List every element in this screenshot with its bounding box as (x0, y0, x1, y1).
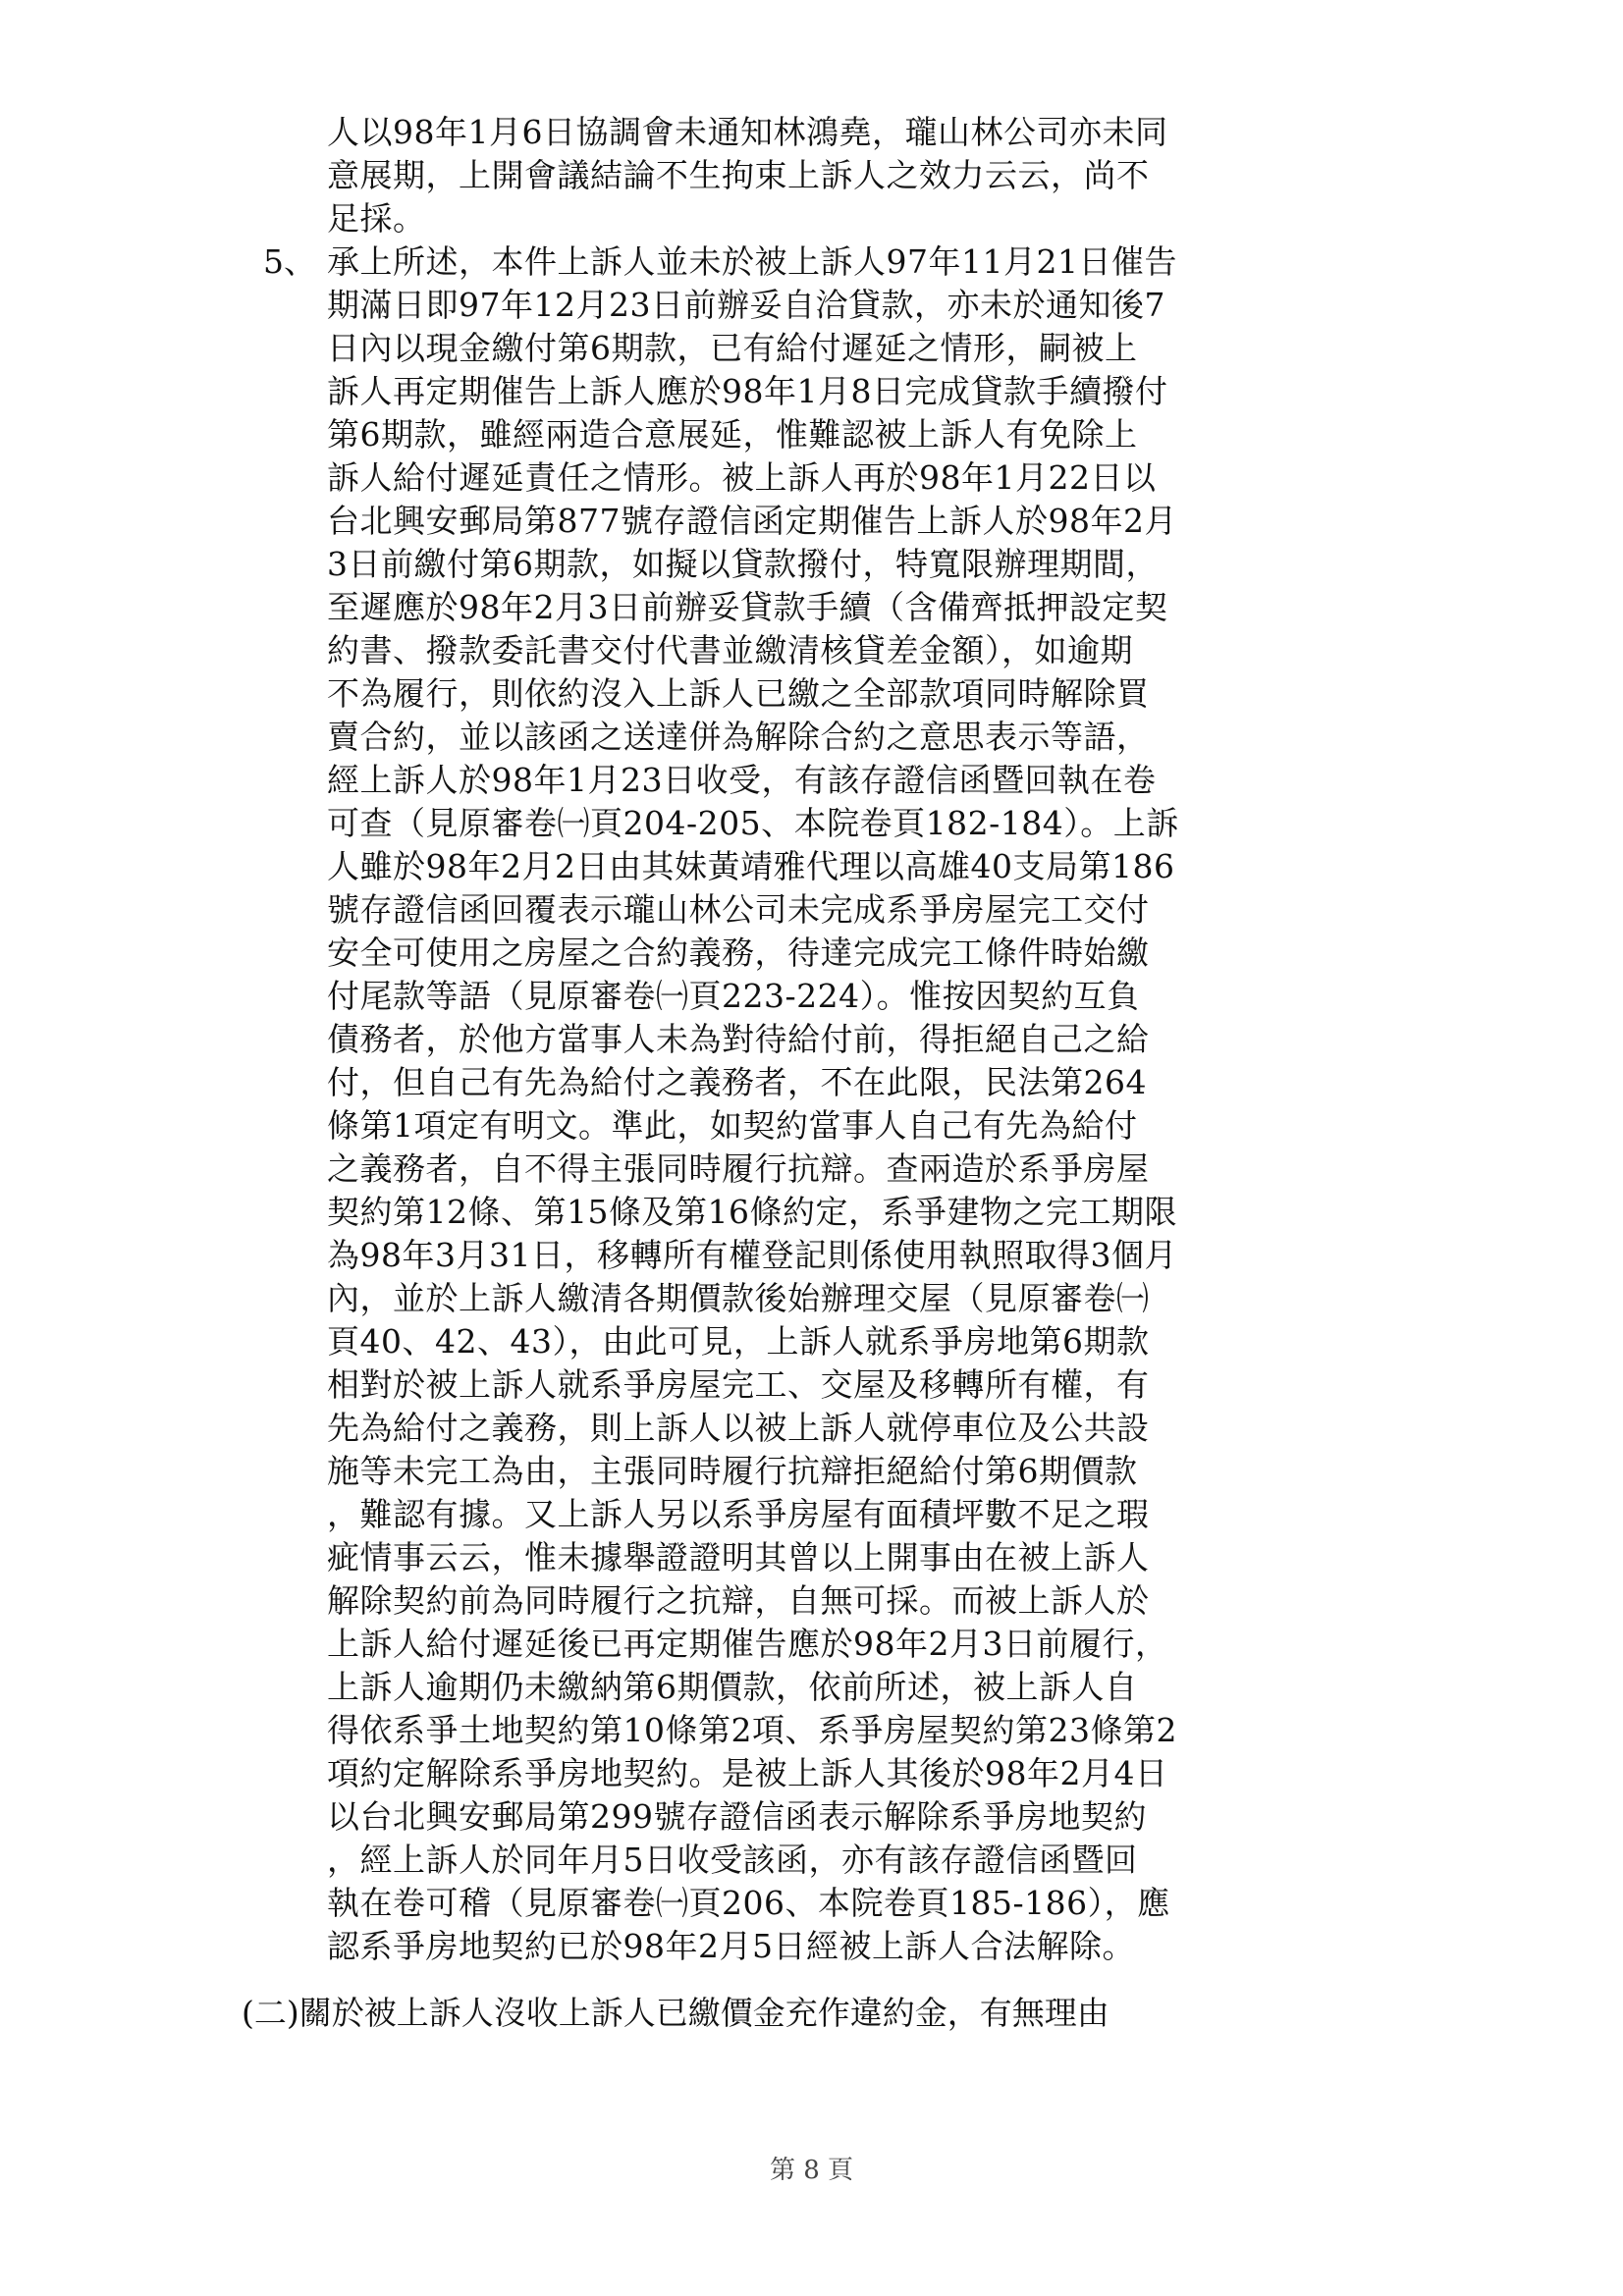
text-line: 足採。 (327, 199, 426, 238)
text-line: 號存證信函回覆表示瓏山林公司未完成系爭房屋完工交付 (327, 890, 1150, 929)
text-line: 賣合約，並以該函之送達併為解除合約之意思表示等語， (327, 718, 1150, 756)
text-line: 之義務者，自不得主張同時履行抗辯。查兩造於系爭房屋 (327, 1149, 1150, 1188)
text-line: 約書、撥款委託書交付代書並繳清核貸差金額），如逾期 (327, 631, 1133, 669)
text-line: 人以98年1月6日協調會未通知林鴻堯，瓏山林公司亦未同 (327, 113, 1168, 151)
text-line: 內，並於上訴人繳清各期價款後始辦理交屋（見原審卷㈠ (327, 1279, 1150, 1317)
text-line: 施等未完工為由，主張同時履行抗辯拒絕給付第6期價款 (327, 1452, 1138, 1490)
page-number: 第 8 頁 (769, 2156, 854, 2185)
text-line: 承上所述，本件上訴人並未於被上訴人97年11月21日催告 (327, 242, 1177, 281)
text-line: 項約定解除系爭房地契約。是被上訴人其後於98年2月4日 (327, 1754, 1168, 1792)
text-line: 安全可使用之房屋之合約義務，待達完成完工條件時始繳 (327, 934, 1150, 972)
text-line: 先為給付之義務，則上訴人以被上訴人就停車位及公共設 (327, 1409, 1150, 1447)
text-line: 相對於被上訴人就系爭房屋完工、交屋及移轉所有權，有 (327, 1365, 1150, 1404)
text-line: 期滿日即97年12月23日前辦妥自洽貸款，亦未於通知後7 (327, 286, 1165, 324)
text-line: 債務者，於他方當事人未為對待給付前，得拒絕自己之給 (327, 1020, 1150, 1058)
text-line: 疵情事云云，惟未據舉證證明其曾以上開事由在被上訴人 (327, 1538, 1150, 1576)
text-line: 可查（見原審卷㈠頁204-205、本院卷頁182-184）。上訴 (327, 804, 1179, 842)
text-line: 訴人再定期催告上訴人應於98年1月8日完成貸款手續撥付 (327, 372, 1168, 410)
text-line: 付尾款等語（見原審卷㈠頁223-224）。惟按因契約互負 (327, 977, 1140, 1015)
text-line: 頁40、42、43），由此可見，上訴人就系爭房地第6期款 (327, 1322, 1150, 1361)
text-line: 日內以現金繳付第6期款，已有給付遲延之情形，嗣被上 (327, 329, 1138, 367)
text-line: 不為履行，則依約沒入上訴人已繳之全部款項同時解除買 (327, 674, 1150, 713)
text-line: 至遲應於98年2月3日前辦妥貸款手續（含備齊抵押設定契 (327, 588, 1168, 626)
item-number: 5、 (263, 242, 316, 281)
text-line: 上訴人給付遲延後已再定期催告應於98年2月3日前履行， (327, 1625, 1168, 1663)
text-line: 人雖於98年2月2日由其妹黃靖雅代理以高雄40支局第186 (327, 847, 1175, 885)
text-line: 執在卷可稽（見原審卷㈠頁206、本院卷頁185-186），應 (327, 1884, 1170, 1922)
text-line: 經上訴人於98年1月23日收受，有該存證信函暨回執在卷 (327, 761, 1157, 799)
text-line: ，難認有據。又上訴人另以系爭房屋有面積坪數不足之瑕 (327, 1495, 1150, 1533)
text-line: ，經上訴人於同年月5日收受該函，亦有該存證信函暨回 (327, 1841, 1138, 1879)
text-line: 得依系爭土地契約第10條第2項、系爭房屋契約第23條第2 (327, 1711, 1177, 1749)
text-line: 解除契約前為同時履行之抗辯，自無可採。而被上訴人於 (327, 1581, 1150, 1620)
text-line: 第6期款，雖經兩造合意展延，惟難認被上訴人有免除上 (327, 415, 1138, 454)
text-line: 3日前繳付第6期款，如擬以貸款撥付，特寬限辦理期間， (327, 545, 1159, 583)
text-line: 上訴人逾期仍未繳納第6期價款，依前所述，被上訴人自 (327, 1668, 1138, 1706)
text-line: 台北興安郵局第877號存證信函定期催告上訴人於98年2月 (327, 502, 1177, 540)
text-line: 為98年3月31日，移轉所有權登記則係使用執照取得3個月 (327, 1236, 1177, 1274)
text-line: 訴人給付遲延責任之情形。被上訴人再於98年1月22日以 (327, 458, 1157, 497)
text-line: 條第1項定有明文。準此，如契約當事人自己有先為給付 (327, 1106, 1138, 1145)
text-line: 以台北興安郵局第299號存證信函表示解除系爭房地契約 (327, 1797, 1147, 1836)
text-line: 認系爭房地契約已於98年2月5日經被上訴人合法解除。 (327, 1927, 1135, 1965)
section-heading: (二)關於被上訴人沒收上訴人已繳價金充作違約金，有無理由 (242, 1994, 1109, 2032)
text-line: 契約第12條、第15條及第16條約定，系爭建物之完工期限 (327, 1193, 1177, 1231)
text-line: 付，但自己有先為給付之義務者，不在此限，民法第264 (327, 1063, 1147, 1101)
text-line: 意展期，上開會議結論不生拘束上訴人之效力云云，尚不 (327, 156, 1150, 194)
